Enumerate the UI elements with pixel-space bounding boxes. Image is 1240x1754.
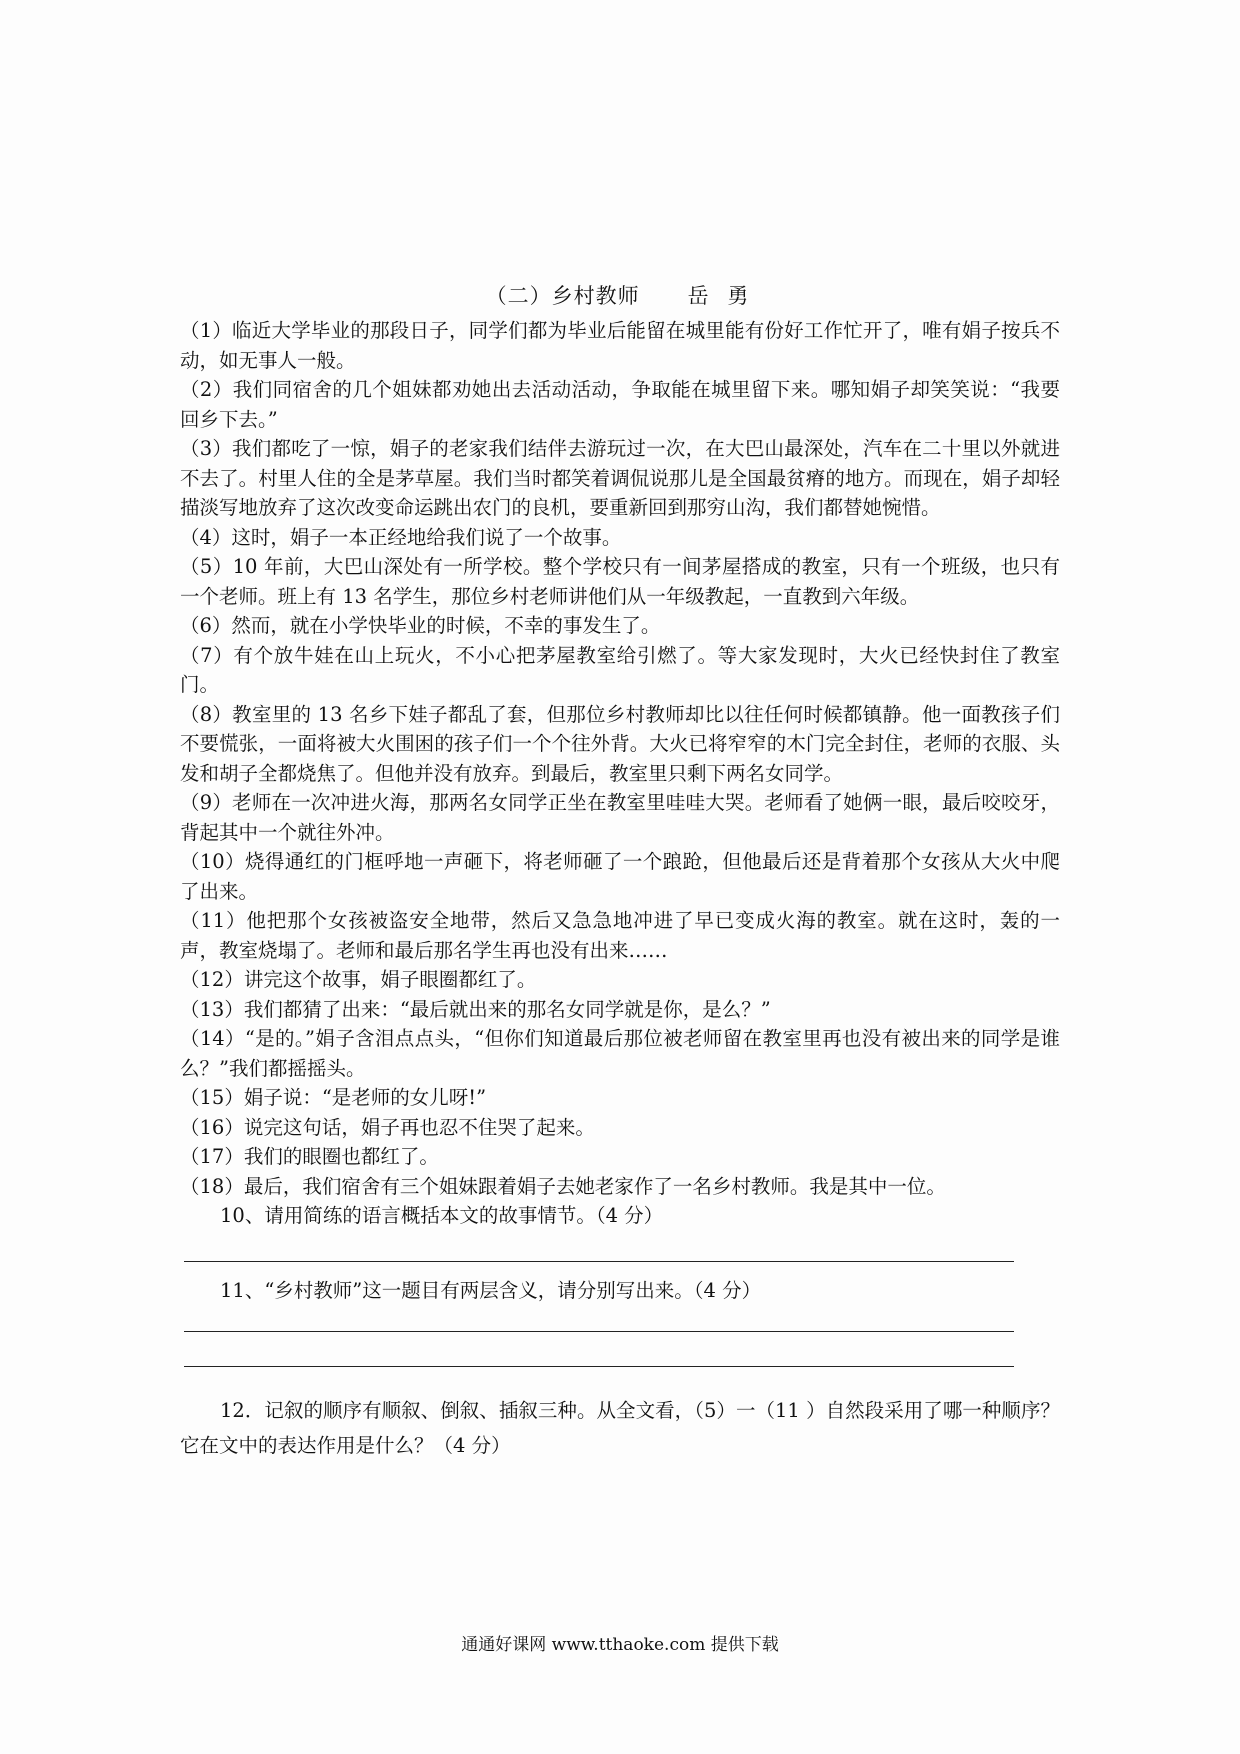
paragraph-12: （12）讲完这个故事，娟子眼圈都红了。 bbox=[180, 968, 537, 991]
paragraph-14: （14）“是的。”娟子含泪点点头，“但你们知道最后那位被老师留在教室里再也没有被出来的同学是谁么？”我们都摇摇头。 bbox=[180, 1027, 1060, 1080]
paragraph-11: （11）他把那个女孩被盗安全地带，然后又急急地冲进了早已变成火海的教室。就在这时，轰的一声，教室烧塌了。老师和最后那名学生再也没有出来…… bbox=[180, 909, 1060, 962]
author-name: 岳 勇 bbox=[687, 284, 755, 308]
paragraph-3: （3）我们都吃了一惊，娟子的老家我们结伴去游玩过一次，在大巴山最深处，汽车在二十里以外就进不去了。村里人住的全是茅草屋。我们当时都笑着调侃说那儿是全国最贫瘠的地方。而现在，娟子却轻描淡写地放弃了这次改变命运跳出农门的良机，要重新回到那穷山沟，我们都替她惋惜。 bbox=[180, 437, 1060, 519]
question-11: 11、“乡村教师”这一题目有两层含义，请分别写出来。（4 分） bbox=[220, 1278, 762, 1302]
paragraph-9: （9）老师在一次冲进火海，那两名女同学正坐在教室里哇哇大哭。老师看了她俩一眼，最后咬咬牙，背起其中一个就往外冲。 bbox=[180, 791, 1060, 844]
paragraph-1: （1）临近大学毕业的那段日子，同学们都为毕业后能留在城里能有份好工作忙开了，唯有娟子按兵不动，如无事人一般。 bbox=[180, 319, 1060, 372]
paragraph-8: （8）教室里的 13 名乡下娃子都乱了套，但那位乡村教师却比以往任何时候都镇静。他一面教孩子们不要慌张，一面将被大火围困的孩子们一个个往外背。大火已将窄窄的木门完全封住，老师的衣服、头发和胡子全都烧焦了。但他并没有放弃。到最后，教室里只剩下两名女同学。 bbox=[180, 702, 1060, 785]
paragraph-7: （7）有个放牛娃在山上玩火，不小心把茅屋教室给引燃了。等大家发现时，大火已经快封住了教室门。 bbox=[180, 643, 1060, 696]
title-text: （二）乡村教师 bbox=[485, 284, 640, 308]
paragraph-15: （15）娟子说：“是老师的女儿呀!” bbox=[180, 1086, 487, 1109]
document-body bbox=[180, 280, 1060, 1463]
paragraph-10: （10）烧得通红的门框呼地一声砸下，将老师砸了一个踉跄，但他最后还是背着那个女孩从大火中爬了出来。 bbox=[180, 850, 1060, 903]
article-title bbox=[180, 280, 1060, 310]
paragraph-2: （2）我们同宿舍的几个姐妹都劝她出去活动活动，争取能在城里留下来。哪知娟子却笑笑说：“我要回乡下去。” bbox=[180, 378, 1060, 431]
paragraph-5: （5）10 年前，大巴山深处有一所学校。整个学校只有一间茅屋搭成的教室，只有一个班级，也只有一个老师。班上有 13 名学生，那位乡村老师讲他们从一年级教起，一直教到六年级。 bbox=[180, 555, 1060, 608]
paragraph-17: （17）我们的眼圈也都红了。 bbox=[180, 1145, 439, 1168]
paragraph-4: （4）这时，娟子一本正经地给我们说了一个故事。 bbox=[180, 525, 622, 549]
question-12: 12．记叙的顺序有顺叙、倒叙、插叙三种。从全文看，（5）一（11 ）自然段采用了哪一种顺序？它在文中的表达作用是什么？（4 分） bbox=[180, 1399, 1060, 1457]
paragraph-6: （6）然而，就在小学快毕业的时候，不幸的事发生了。 bbox=[180, 614, 661, 637]
footer-credit: 通通好课网 www.tthaoke.com 提供下载 bbox=[461, 1635, 779, 1655]
paragraph-18: （18）最后，我们宿舍有三个姐妹跟着娟子去她老家作了一名乡村教师。我是其中一位。 bbox=[180, 1174, 946, 1198]
question-10: 10、请用简练的语言概括本文的故事情节。（4 分） bbox=[220, 1204, 664, 1227]
paragraph-16: （16）说完这句话，娟子再也忍不住哭了起来。 bbox=[180, 1115, 595, 1139]
paragraph-13: （13）我们都猜了出来：“最后就出来的那名女同学就是你，是么？” bbox=[180, 997, 771, 1021]
